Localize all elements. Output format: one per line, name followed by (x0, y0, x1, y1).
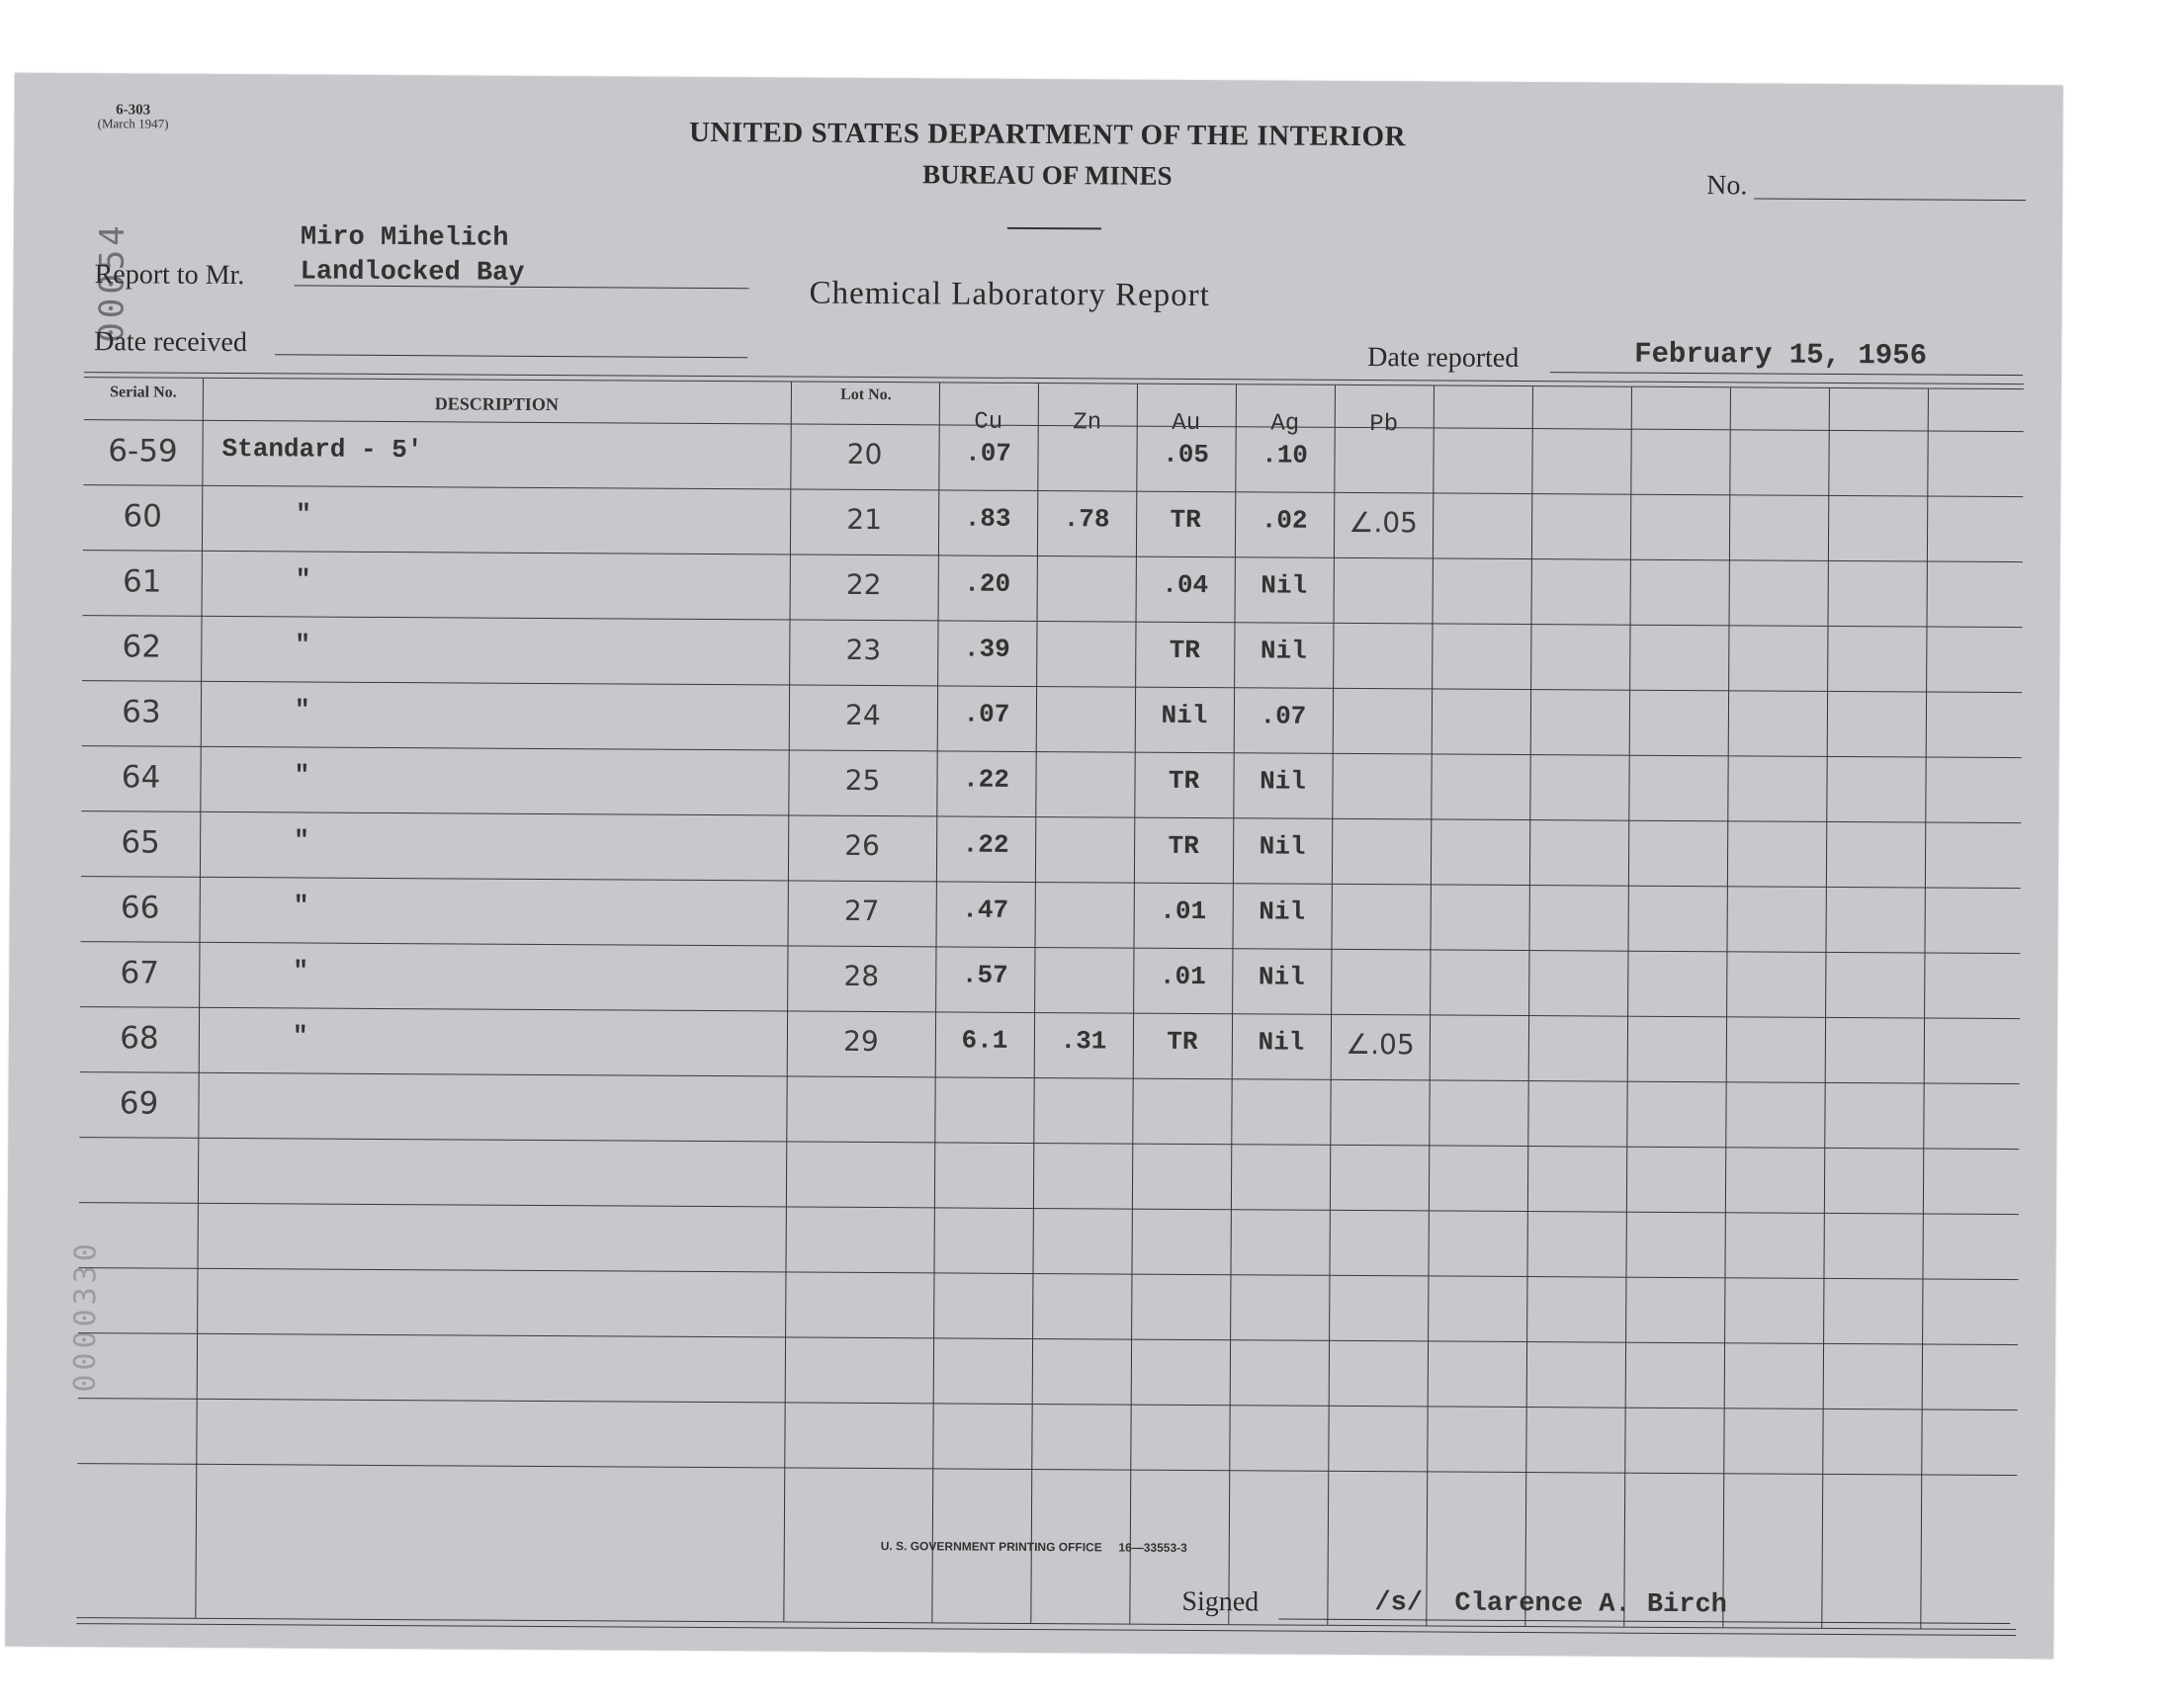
cell-ag: Nil (1258, 1027, 1305, 1058)
cell-au: TR (1168, 765, 1200, 797)
cell-ag: Nil (1261, 570, 1308, 601)
header-serial: Serial No. (110, 384, 177, 401)
cell-au: Nil (1161, 700, 1208, 731)
cell-pb (1331, 963, 1430, 964)
cell-au: TR (1170, 504, 1201, 536)
cell-au (1133, 1092, 1232, 1093)
report-title: Chemical Laboratory Report (809, 275, 1211, 314)
cell-zn (1038, 439, 1137, 440)
table-row (80, 1006, 2020, 1083)
cell-cu: .20 (964, 568, 1011, 599)
cell-cu: .22 (963, 764, 1010, 795)
signature-value: /s/ Clarence A. Birch (1374, 1588, 1728, 1621)
cell-cu: .57 (961, 960, 1008, 990)
report-to-line (295, 267, 749, 289)
no-field-line (1754, 180, 2026, 201)
cell-ag: Nil (1259, 897, 1306, 927)
department-title: UNITED STATES DEPARTMENT OF THE INTERIOR (688, 116, 1407, 153)
table-row (83, 484, 2023, 561)
table-row (81, 876, 2021, 953)
cell-zn (1035, 896, 1134, 897)
table-row (78, 1267, 2018, 1344)
cell-description: " (293, 891, 309, 921)
cell-ag: .07 (1260, 701, 1307, 731)
cell-cu: .07 (963, 699, 1010, 729)
table-row (80, 941, 2020, 1018)
cell-lot: 24 (845, 698, 881, 732)
cell-cu: .39 (963, 634, 1010, 664)
cell-lot: 25 (844, 763, 881, 798)
cell-description: " (294, 825, 309, 856)
cell-serial: 64 (121, 759, 161, 796)
form-date: (March 1947) (97, 116, 169, 131)
signed-label: Signed (1181, 1585, 1260, 1618)
cell-pb (1335, 441, 1434, 442)
cell-zn: .78 (1063, 504, 1110, 535)
table-row (79, 1137, 2019, 1214)
cell-serial: 66 (120, 890, 160, 926)
cell-cu: .22 (962, 829, 1009, 860)
row-rule (77, 1463, 2017, 1476)
table-row (83, 550, 2023, 627)
form-number: 6-303 (116, 102, 151, 119)
cell-zn: .31 (1060, 1026, 1107, 1057)
cell-zn (1036, 765, 1135, 766)
form-number-block (74, 103, 193, 131)
cell-pb (1333, 637, 1432, 638)
cell-serial: 65 (121, 824, 160, 861)
cell-au: .04 (1162, 569, 1209, 601)
report-to-name: Miro Mihelich (300, 222, 509, 254)
table-row (78, 1332, 2018, 1409)
cell-description: " (294, 760, 310, 791)
table-row (82, 680, 2022, 757)
cell-au: TR (1168, 830, 1199, 862)
cell-description: Standard - 5' (221, 433, 423, 466)
table-row (79, 1071, 2019, 1149)
no-label: No. (1706, 170, 1748, 202)
side-stamp-bottom: 0000330 (67, 1239, 104, 1393)
date-received-label: Date received (94, 326, 247, 359)
cell-ag: Nil (1258, 962, 1305, 992)
cell-serial: 60 (123, 498, 162, 535)
cell-pb (1333, 702, 1432, 703)
side-stamp-top: 00054 (92, 221, 132, 343)
table-row (81, 745, 2021, 822)
cell-serial: 69 (119, 1085, 159, 1122)
cell-serial: 67 (120, 955, 160, 991)
cell-cu: 6.1 (961, 1025, 1008, 1056)
cell-serial: 62 (122, 629, 162, 665)
cell-lot: 21 (846, 502, 883, 537)
cell-ag: Nil (1260, 766, 1307, 797)
cell-description: " (295, 564, 311, 595)
cell-lot (787, 1089, 935, 1090)
cell-lot: 23 (845, 633, 882, 667)
table-bottom-rule-2 (76, 1623, 2016, 1636)
report-to-label: Report to Mr. (94, 259, 245, 292)
cell-lot: 28 (843, 959, 880, 993)
table-row (83, 419, 2023, 496)
cell-zn (1037, 569, 1136, 570)
cell-au: .01 (1159, 961, 1206, 992)
header-pb: Pb (1369, 411, 1399, 439)
title-rule (1007, 227, 1101, 230)
cell-lot: 29 (842, 1024, 879, 1059)
cell-zn (1035, 830, 1134, 831)
cell-description: " (295, 630, 311, 660)
date-reported-line (1550, 354, 2023, 376)
cell-lot: 22 (845, 567, 882, 602)
table-row (82, 615, 2022, 692)
cell-description: " (296, 499, 311, 530)
header-ag: Ag (1270, 410, 1300, 438)
cell-serial: 61 (122, 563, 162, 600)
header-zn: Zn (1073, 409, 1102, 437)
cell-pb (1332, 897, 1431, 898)
cell-cu (935, 1090, 1034, 1091)
header-description: DESCRIPTION (434, 393, 559, 415)
cell-serial: 63 (122, 694, 161, 730)
date-reported-value: February 15, 1956 (1634, 337, 1928, 373)
cell-pb (1333, 767, 1432, 768)
date-reported-label: Date reported (1367, 342, 1520, 374)
cell-zn (1034, 961, 1133, 962)
cell-serial: 6-59 (108, 433, 178, 470)
bureau-title: BUREAU OF MINES (921, 159, 1173, 191)
header-lot: Lot No. (840, 385, 892, 404)
cell-pb (1331, 1093, 1430, 1094)
results-table (76, 370, 2024, 1639)
cell-description (218, 1086, 772, 1089)
table-row (81, 811, 2021, 888)
header-cu: Cu (974, 408, 1003, 436)
table-row (79, 1202, 2019, 1279)
cell-cu: .83 (964, 503, 1011, 534)
cell-description: " (292, 1021, 308, 1052)
cell-zn (1036, 700, 1135, 701)
cell-au: .01 (1160, 896, 1207, 927)
cell-au: TR (1169, 635, 1201, 666)
cell-pb (1332, 832, 1431, 833)
cell-ag: Nil (1260, 636, 1307, 666)
cell-ag: Nil (1259, 831, 1306, 862)
cell-lot: 20 (846, 437, 883, 471)
cell-description: " (294, 695, 310, 726)
cell-cu: .07 (965, 438, 1012, 469)
report-to-location: Landlocked Bay (300, 257, 525, 289)
date-received-line (275, 336, 747, 358)
header-au: Au (1172, 409, 1201, 438)
cell-zn (1034, 1091, 1133, 1092)
cell-lot: 27 (843, 894, 880, 928)
cell-ag (1232, 1092, 1331, 1093)
cell-pb (1334, 571, 1433, 572)
printer-imprint: U. S. GOVERNMENT PRINTING OFFICE 16—33553-3 (880, 1539, 1187, 1555)
cell-au: TR (1167, 1026, 1198, 1058)
cell-cu: .47 (962, 895, 1009, 925)
cell-lot: 26 (844, 828, 881, 863)
cell-zn (1036, 635, 1135, 636)
cell-description: " (293, 956, 309, 986)
cell-pb: ∠.05 (1348, 505, 1419, 540)
cell-pb: ∠.05 (1345, 1027, 1415, 1062)
cell-au: .05 (1163, 439, 1210, 470)
cell-serial: 68 (120, 1020, 159, 1057)
cell-ag: .02 (1261, 505, 1308, 536)
cell-ag: .10 (1262, 440, 1309, 470)
laboratory-report-form (5, 73, 2063, 1660)
table-row (77, 1398, 2017, 1475)
